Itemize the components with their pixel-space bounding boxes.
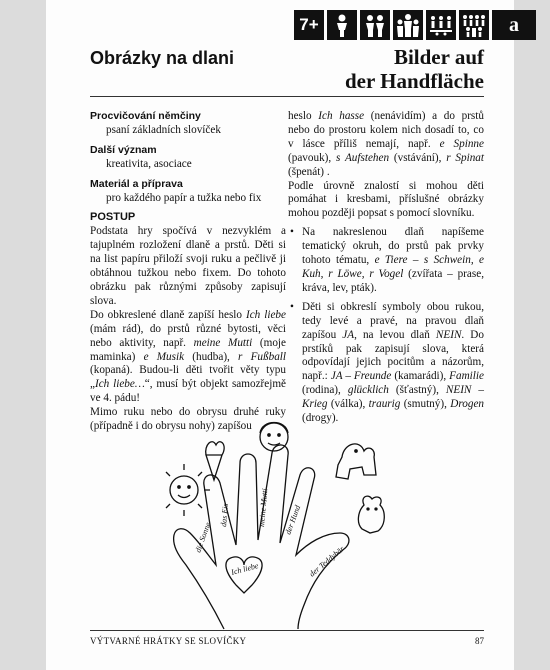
finger-label-5: der Teddybär	[307, 544, 346, 579]
sun-icon	[170, 476, 198, 504]
title-german	[345, 45, 484, 93]
section-text-practice: psaní základních slovíček	[106, 123, 221, 136]
variant-list	[288, 226, 484, 426]
procedure-paragraph-2: Do obkreslené dlaně zapíší heslo Ich liebe (mám rád), do prstů různé bytosti, věci nebo aktivity, např. meine Mutti (moje maminka) e Musik (hudba), r Fußball (kopaná). Budou-li děti tvořit věty typu „Ich liebe…“, musí být objekt samozřejmě ve 4. pádu!	[90, 308, 287, 405]
book-page	[46, 0, 519, 670]
running-footer: VÝTVARNÉ HRÁTKY SE SLOVÍČKY	[90, 636, 247, 646]
pair-icon	[360, 10, 390, 40]
palm-label: Ich liebe	[230, 561, 260, 577]
list-item: • Děti si obkreslí symboly obou rukou, tedy levé a pravé, na pravou dlaň zapíšou JA, na levou dlaň NEIN. Do prstíků pak zapisují slova, která odpovídají jejich pocitům a názorům, např.: JA – Freunde (kamarádi), Familie (rodina), glücklich (šťastný), NEIN – Krieg (válka), traurig (smutný), Drogen (drogy).	[288, 301, 484, 426]
section-text-material: pro každého papír a tužka nebo fix	[106, 191, 262, 204]
title-czech: Obrázky na dlani	[90, 48, 235, 68]
section-text-meaning: kreativita, asociace	[106, 157, 192, 170]
procedure-paragraph-1: Podstata hry spočívá v nezvyklém a tajuplném rozložení dlaně a prstů. Děti si na list papíru přiloží svoji ruku a pečlivě ji obtáhnou tužkou nebo fixem. Do tohoto obrázku pak různými způsoby zapisují slova.	[90, 225, 286, 307]
finger-label-4: der Hund	[283, 503, 303, 536]
left-column	[90, 110, 286, 434]
finger-label-2: das Eis	[219, 503, 231, 528]
teddy-bear-icon	[358, 496, 384, 533]
group-icon	[393, 10, 423, 40]
age-badge: 7+	[294, 10, 324, 40]
title-rule	[90, 96, 484, 97]
mother-face-icon	[260, 423, 288, 451]
finger-label-3: meine Mutti	[257, 488, 270, 528]
level-badge: a	[492, 10, 536, 40]
single-person-icon	[327, 10, 357, 40]
class-small-icon	[426, 10, 456, 40]
finger-label-1: die Sonne	[193, 521, 213, 554]
right-paragraph-1: heslo Ich hasse (nenávidím) a do prstů nebo do prostoru kolem nich dosadí to, co v lásce příliš nemají, např. e Spinne (pavouk), s Aufstehen (vstávání), r Spinat (špenát) .	[288, 110, 484, 178]
section-heading-meaning: Další význam	[90, 143, 157, 156]
footer-rule	[90, 630, 484, 631]
right-paragraph-2: Podle úrovně znalostí si mohou děti pomáhat i kresbami, příslušné obrázky mohou později popsat s pomocí slovníku.	[288, 179, 484, 220]
ice-cream-icon	[206, 442, 224, 480]
title-german-line2: der Handfläche	[344, 69, 484, 93]
section-heading-practice: Procvičování němčiny	[90, 110, 201, 122]
hand-illustration	[164, 415, 424, 630]
procedure-paragraph-3: Mimo ruku nebo do obrysu druhé ruky (případně i do obrysu nohy) zapíšou	[90, 406, 286, 433]
page-number: 87	[475, 636, 484, 646]
section-heading-material: Materiál a příprava	[90, 177, 183, 190]
class-large-icon	[459, 10, 489, 40]
right-column	[288, 110, 484, 426]
activity-icons	[294, 10, 536, 40]
procedure-heading: POSTUP	[90, 211, 136, 224]
list-item: • Na nakreslenou dlaň napíšeme tematický okruh, do prstů pak prvky tohoto tématu, e Tiere – s Schwein, e Kuh, r Löwe, r Vogel (zvířata – prase, kráva, lev, pták).	[288, 226, 484, 296]
title-german-line1: Bilder auf	[393, 45, 484, 69]
